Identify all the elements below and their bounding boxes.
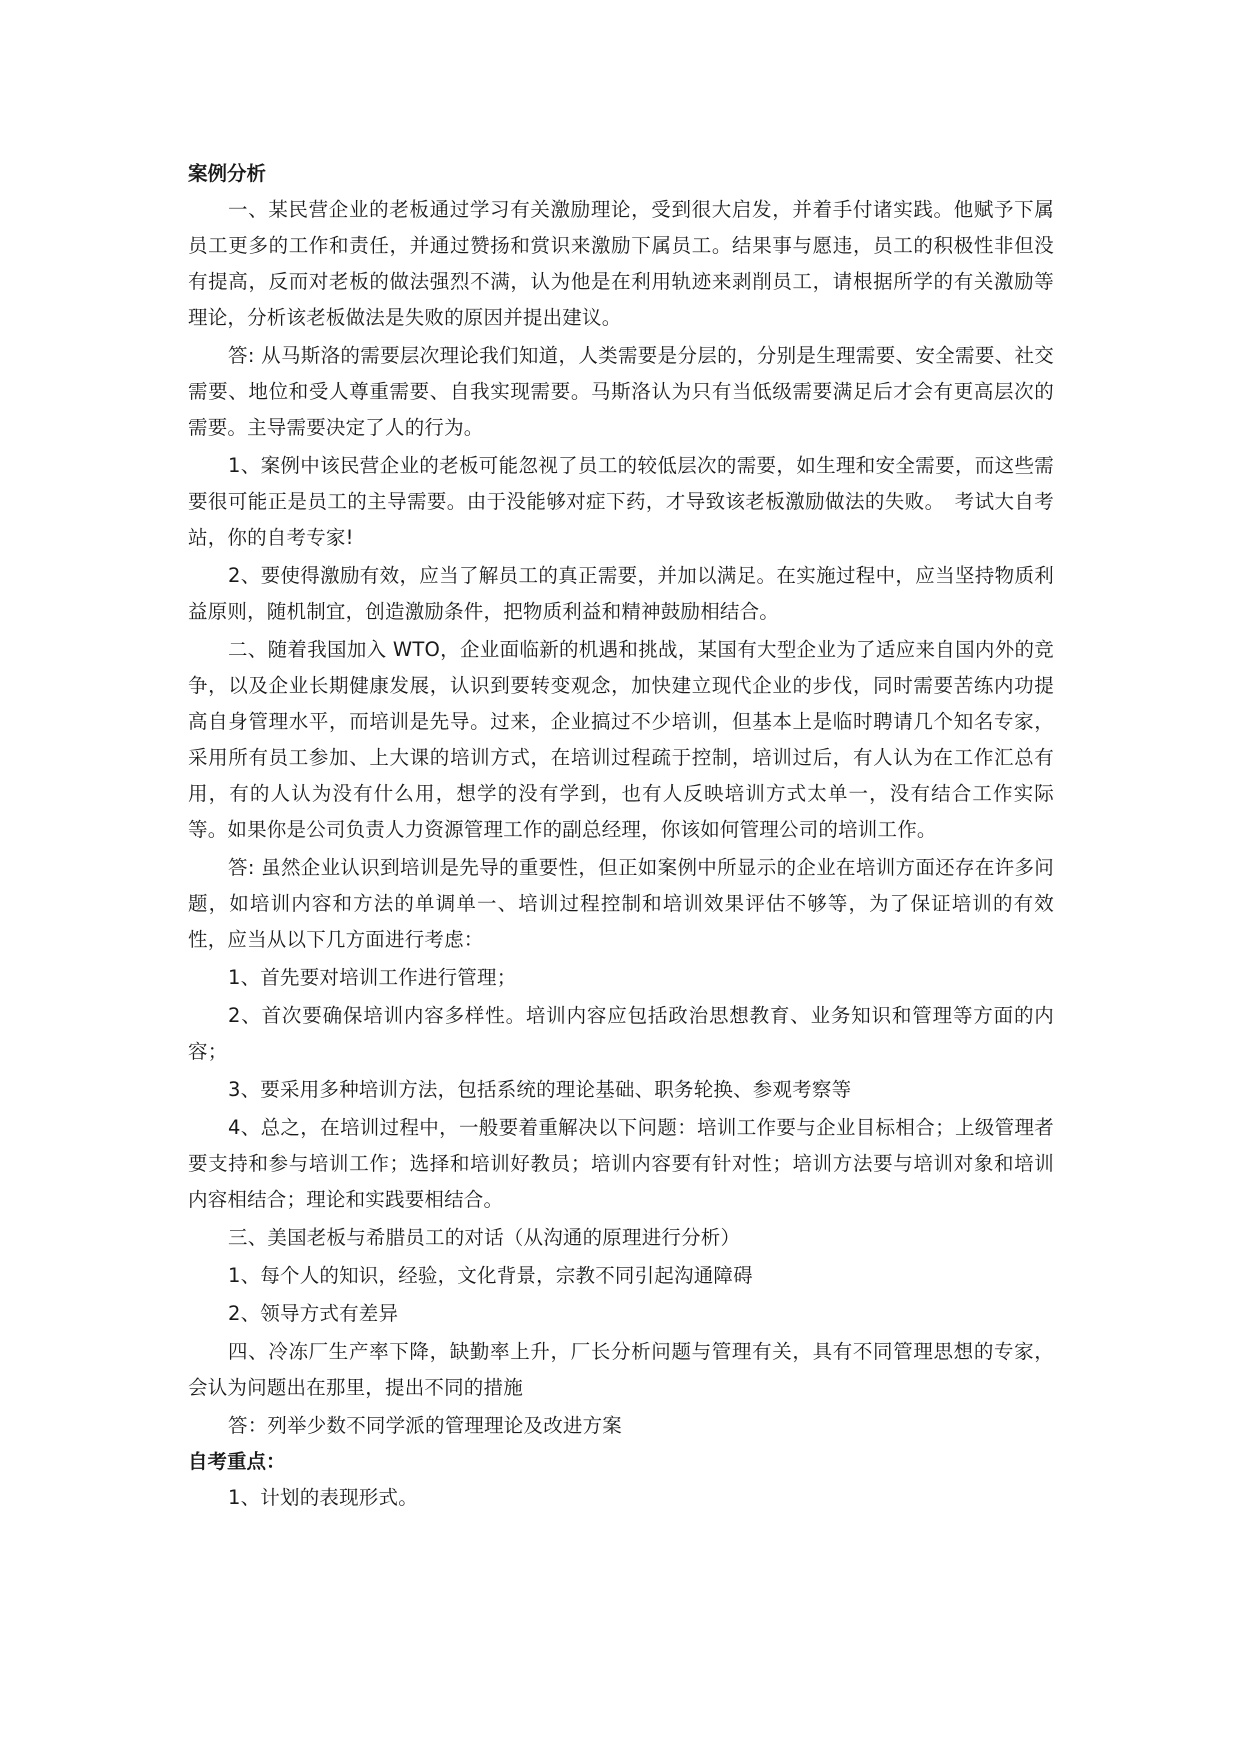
section-heading-case-analysis: 案例分析 — [188, 162, 267, 185]
paragraph: 2、领导方式有差异 — [228, 1302, 399, 1325]
paragraph: 2、首次要确保培训内容多样性。培训内容应包括政治思想教育、业务知识和管理等方面的内容； — [188, 1004, 1054, 1063]
section-heading-key-points: 自考重点： — [188, 1450, 286, 1473]
paragraph: 1、每个人的知识，经验，文化背景，宗教不同引起沟通障碍 — [228, 1264, 753, 1287]
paragraph: 二、随着我国加入 WTO，企业面临新的机遇和挑战，某国有大型企业为了适应来自国内外的竞争，以及企业长期健康发展，认识到要转变观念，加快建立现代企业的步伐，同时需要苦练内功提高自身管理水平，而培训是先导。过来，企业搞过不少培训，但基本上是临时聘请几个知名专家，采用所有员工参加、上大课的培训方式，在培训过程疏于控制，培训过后，有人认为在工作汇总有用，有的人认为没有什么用，想学的没有学到，也有人反映培训方式太单一，没有结合工作实际等。如果你是公司负责人力资源管理工作的副总经理，你该如何管理公司的培训工作。 — [188, 638, 1054, 841]
paragraph: 2、要使得激励有效，应当了解员工的真正需要，并加以满足。在实施过程中，应当坚持物质利益原则，随机制宜，创造激励条件，把物质利益和精神鼓励相结合。 — [188, 564, 1054, 623]
paragraph: 一、某民营企业的老板通过学习有关激励理论，受到很大启发，并着手付诸实践。他赋予下属员工更多的工作和责任，并通过赞扬和赏识来激励下属员工。结果事与愿违，员工的积极性非但没有提高，反而对老板的做法强烈不满，认为他是在利用轨迹来剥削员工，请根据所学的有关激励等理论，分析该老板做法是失败的原因并提出建议。 — [188, 198, 1054, 329]
paragraph: 4、总之，在培训过程中，一般要着重解决以下问题：培训工作要与企业目标相合；上级管理者要支持和参与培训工作；选择和培训好教员；培训内容要有针对性；培训方法要与培训对象和培训内容相结合；理论和实践要相结合。 — [188, 1116, 1054, 1211]
paragraph: 答: 虽然企业认识到培训是先导的重要性，但正如案例中所显示的企业在培训方面还存在许多问题，如培训内容和方法的单调单一、培训过程控制和培训效果评估不够等，为了保证培训的有效性，应当从以下几方面进行考虑： — [188, 856, 1054, 951]
paragraph: 答: 从马斯洛的需要层次理论我们知道，人类需要是分层的，分别是生理需要、安全需要、社交需要、地位和受人尊重需要、自我实现需要。马斯洛认为只有当低级需要满足后才会有更高层次的需要。主导需要决定了人的行为。 — [188, 344, 1054, 439]
paragraph: 3、要采用多种培训方法，包括系统的理论基础、职务轮换、参观考察等 — [228, 1078, 852, 1101]
paragraph: 答：列举少数不同学派的管理理论及改进方案 — [228, 1414, 623, 1437]
paragraph: 1、首先要对培训工作进行管理； — [228, 966, 517, 989]
paragraph: 四、冷冻厂生产率下降，缺勤率上升，厂长分析问题与管理有关，具有不同管理思想的专家，会认为问题出在那里，提出不同的措施 — [188, 1340, 1054, 1399]
paragraph: 1、案例中该民营企业的老板可能忽视了员工的较低层次的需要，如生理和安全需要，而这些需要很可能正是员工的主导需要。由于没能够对症下药，才导致该老板激励做法的失败。 考试大自考站，你的自考专家! — [188, 454, 1054, 549]
paragraph: 三、美国老板与希腊员工的对话（从沟通的原理进行分析） — [228, 1226, 741, 1249]
document-page — [188, 156, 1054, 1516]
paragraph: 1、计划的表现形式。 — [228, 1486, 418, 1509]
